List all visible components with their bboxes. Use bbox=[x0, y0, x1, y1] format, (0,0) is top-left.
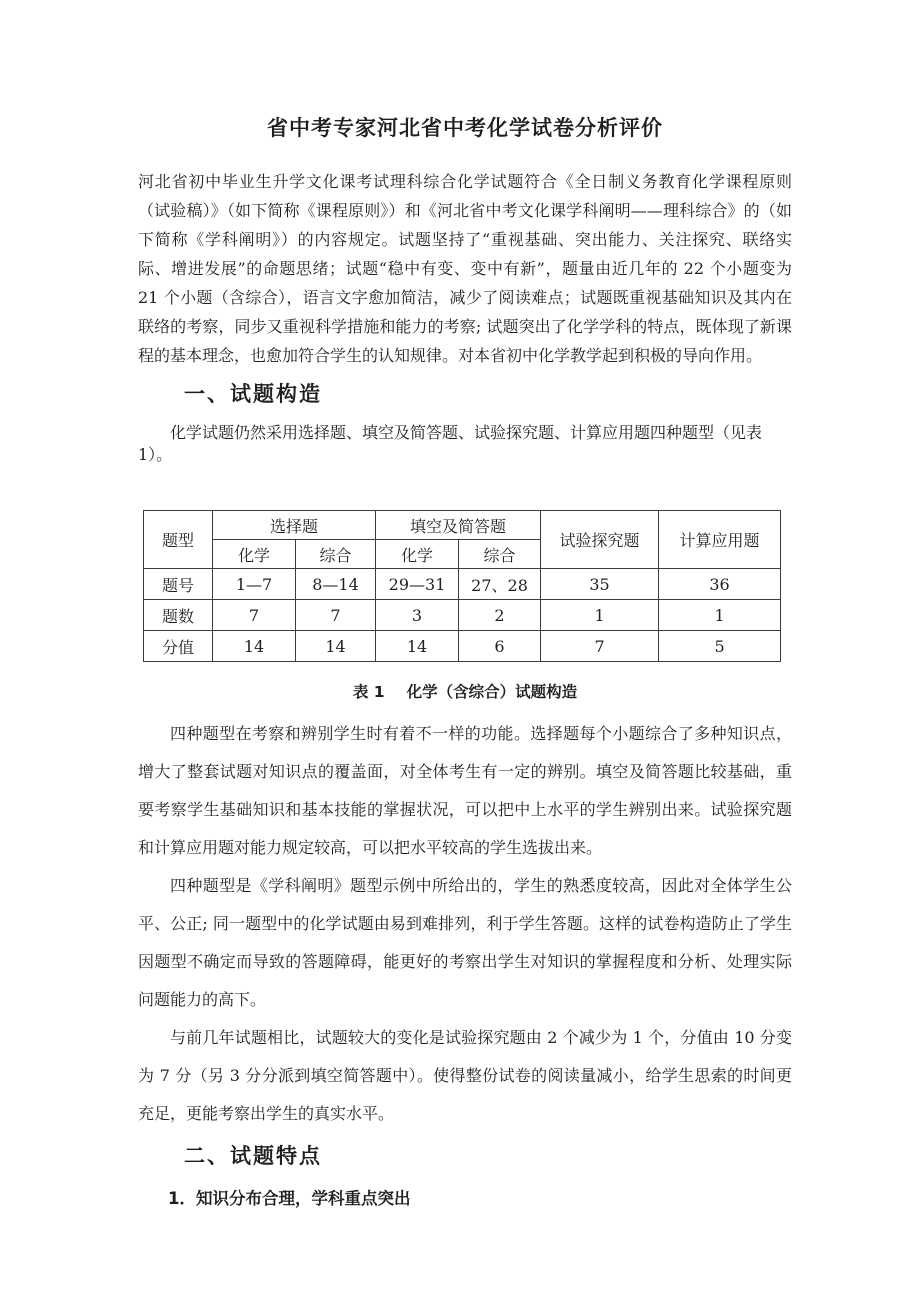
table-subcol: 化学 bbox=[376, 540, 459, 569]
body-paragraph-3: 与前几年试题相比，试题较大的变化是试验探究题由 2 个减少为 1 个，分值由 10 分变为 7 分（另 3 分分派到填空简答题中）。使得整份试卷的阅读量减小，给学生思索的时间更充足，更能考察出学生的真实水平。 bbox=[138, 1028, 792, 1123]
body-paragraph-2: 四种题型是《学科阐明》题型示例中所给出的，学生的熟悉度较高，因此对全体学生公平、公正; 同一题型中的化学试题由易到难排列，利于学生答题。这样的试卷构造防止了学生因题型不确定而导致的答题障碍，能更好的考察出学生对知识的掌握程度和分析、处理实际问题能力的高下。 bbox=[138, 876, 792, 1009]
table-row-numbers bbox=[144, 569, 781, 600]
section-1-heading: 一、试题构造 bbox=[184, 382, 322, 406]
row-label: 题号 bbox=[144, 569, 213, 600]
table-col-experiment: 试验探究题 bbox=[541, 511, 659, 569]
table-cell: 7 bbox=[541, 631, 659, 662]
table-row-scores bbox=[144, 631, 781, 662]
document-title: 省中考专家河北省中考化学试卷分析评价 bbox=[267, 116, 663, 140]
table-group-blank: 填空及简答题 bbox=[376, 511, 541, 540]
table-cell: 7 bbox=[213, 600, 296, 631]
table-cell: 27、28 bbox=[459, 569, 541, 600]
table1-caption bbox=[138, 680, 792, 702]
table1-caption-label: 表 1 bbox=[352, 683, 385, 701]
table-header-row-1 bbox=[144, 511, 781, 540]
table-subcol: 化学 bbox=[213, 540, 296, 569]
section-2-heading: 二、试题特点 bbox=[184, 1144, 322, 1168]
table-cell: 36 bbox=[659, 569, 781, 600]
table-cell: 7 bbox=[296, 600, 376, 631]
question-structure-table bbox=[143, 510, 781, 662]
table-subcol: 综合 bbox=[459, 540, 541, 569]
table-cell: 35 bbox=[541, 569, 659, 600]
table-cell: 14 bbox=[296, 631, 376, 662]
table1-caption-text: 化学（含综合）试题构造 bbox=[406, 683, 578, 701]
table-corner-cell: 题型 bbox=[144, 511, 213, 569]
table-cell: 8—14 bbox=[296, 569, 376, 600]
table-group-choice: 选择题 bbox=[213, 511, 376, 540]
table-row-counts bbox=[144, 600, 781, 631]
table-cell: 6 bbox=[459, 631, 541, 662]
table-cell: 14 bbox=[213, 631, 296, 662]
section-2-point-1: 1．知识分布合理，学科重点突出 bbox=[168, 1189, 411, 1208]
table-subcol: 综合 bbox=[296, 540, 376, 569]
section-1-lead: 化学试题仍然采用选择题、填空及简答题、试验探究题、计算应用题四种题型（见表 1）。 bbox=[138, 423, 763, 464]
table-cell: 5 bbox=[659, 631, 781, 662]
table-cell: 2 bbox=[459, 600, 541, 631]
body-paragraph-1: 四种题型在考察和辨别学生时有着不一样的功能。选择题每个小题综合了多种知识点，增大了整套试题对知识点的覆盖面，对全体考生有一定的辨别。填空及简答题比较基础，重要考察学生基础知识和基本技能的掌握状况，可以把中上水平的学生辨别出来。试验探究题和计算应用题对能力规定较高，可以把水平较高的学生选拔出来。 bbox=[138, 724, 792, 857]
table-cell: 14 bbox=[376, 631, 459, 662]
table-cell: 1 bbox=[541, 600, 659, 631]
table-cell: 1—7 bbox=[213, 569, 296, 600]
table-cell: 3 bbox=[376, 600, 459, 631]
table-cell: 1 bbox=[659, 600, 781, 631]
row-label: 题数 bbox=[144, 600, 213, 631]
table-cell: 29—31 bbox=[376, 569, 459, 600]
row-label: 分值 bbox=[144, 631, 213, 662]
table-col-calculation: 计算应用题 bbox=[659, 511, 781, 569]
intro-paragraph: 河北省初中毕业生升学文化课考试理科综合化学试题符合《全日制义务教育化学课程原则（试验稿）》（如下简称《课程原则》）和《河北省中考文化课学科阐明——理科综合》的（如下简称《学科阐明》）的内容规定。试题坚持了“重视基础、突出能力、关注探究、联络实际、增进发展”的命题思绪；试题“稳中有变、变中有新”，题量由近几年的 22 个小题变为 21 个小题（含综合），语言文字愈加简洁，减少了阅读难点；试题既重视基础知识及其内在联络的考察，同步又重视科学措施和能力的考察; 试题突出了化学学科的特点，既体现了新课程的基本理念，也愈加符合学生的认知规律。对本省初中化学教学起到积极的导向作用。 bbox=[138, 172, 792, 365]
